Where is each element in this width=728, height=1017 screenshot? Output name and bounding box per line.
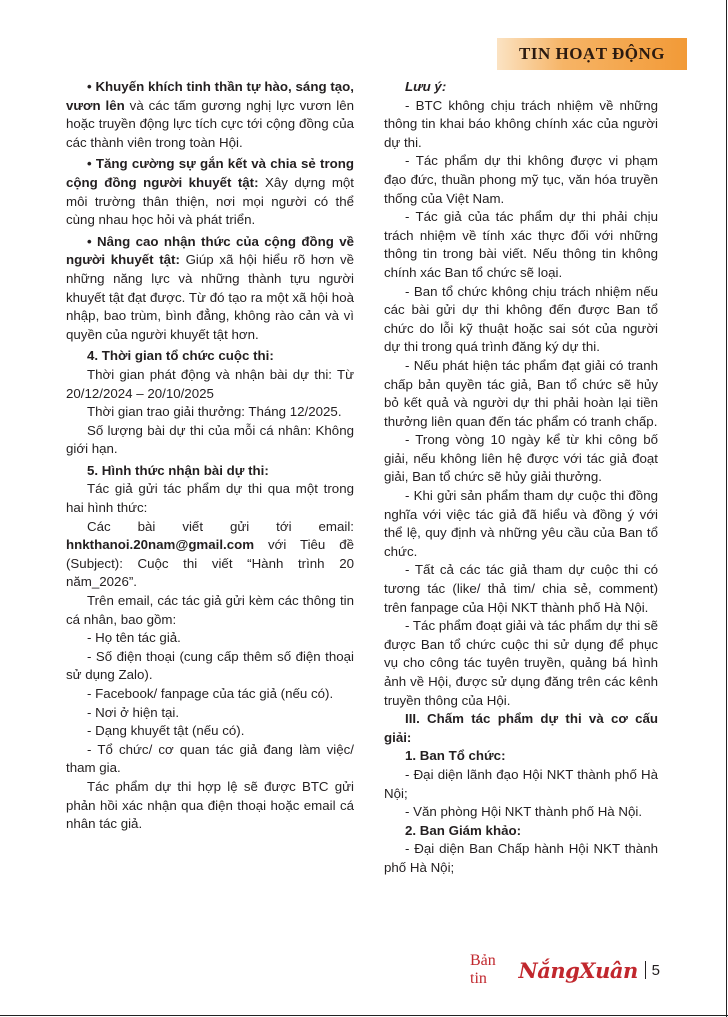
list-item: - Tác phẩm đoạt giải và tác phẩm dự thi sẽ được Ban tổ chức cuộc thi sử dụng để phục vụ cho công tác tuyên truyền, quảng bá hình ảnh về Hội, được sử dụng đăng trên các kênh truyền thông của Hội. — [384, 618, 658, 708]
list-item: - Trong vòng 10 ngày kể từ khi công bố giải, nếu không liên hệ được với tác giả đoạt giải, Ban tổ chức sẽ hủy giải thưởng. — [384, 432, 658, 485]
paragraph: Tác giả gửi tác phẩm dự thi qua một trong hai hình thức: — [66, 481, 354, 516]
page-footer — [470, 953, 660, 987]
footer-divider — [645, 961, 646, 979]
right-column — [384, 78, 658, 878]
subsection-heading: 1. Ban Tổ chức: — [405, 748, 506, 764]
paragraph: Số lượng bài dự thi của mỗi cá nhân: Không giới hạn. — [66, 422, 354, 457]
newsletter-logo: NắngXuân — [518, 957, 638, 983]
list-item: - Tổ chức/ cơ quan tác giả đang làm việc/ tham gia. — [66, 741, 354, 776]
list-item: - Nơi ở hiện tại. — [87, 704, 180, 720]
paragraph: • Nâng cao nhận thức của cộng đồng về người khuyết tật: Giúp xã hội hiểu rõ hơn về những năng lực và những thành tựu người khuyết tật đạt được. Từ đó tạo ra một xã hội hoà nhập, bao trùm, bình đẳng, không rào cản và vì quyền của người khuyết tật hơn. — [66, 233, 354, 342]
paragraph: Trên email, các tác giả gửi kèm các thông tin cá nhân, bao gồm: — [66, 593, 354, 627]
left-column — [66, 78, 354, 834]
subsection-heading: 2. Ban Giám khảo: — [405, 822, 522, 838]
paragraph: • Khuyến khích tinh thần tự hào, sáng tạo, vươn lên và các tấm gương nghị lực vươn lên hoặc truyền động lực tích cực tới cộng đồng của các thành viên trong toàn Hội. — [66, 79, 354, 150]
section-title: TIN HOẠT ĐỘNG — [519, 44, 665, 63]
list-item: - Tác giả của tác phẩm dự thi phải chịu trách nhiệm về tính xác thực đối với những thông tin trong bài viết. Nếu thông tin không chính xác Ban tổ chức sẽ loại. — [384, 209, 658, 280]
paragraph: • Tăng cường sự gắn kết và chia sẻ trong cộng đồng người khuyết tật: Xây dựng một môi trường thân thiện, nơi mọi người có thể cùng nhau học hỏi và phát triển. — [66, 156, 355, 228]
paragraph: Thời gian phát động và nhận bài dự thi: Từ 20/12/2024 – 20/10/2025 — [66, 366, 354, 401]
list-item: - BTC không chịu trách nhiệm về những thông tin khai báo không chính xác của người dự thi. — [384, 97, 658, 150]
section-heading: 5. Hình thức nhận bài dự thi: — [87, 462, 269, 478]
note-heading: Lưu ý: — [405, 79, 447, 94]
paragraph: Các bài viết gửi tới email: hnkthanoi.20nam@gmail.com với Tiêu đề (Subject): Cuộc thi viết “Hành trình 20 năm_2026”. — [66, 518, 354, 590]
list-item: - Đại diện Ban Chấp hành Hội NKT thành phố Hà Nội; — [384, 841, 658, 875]
paragraph: Tác phẩm dự thi hợp lệ sẽ được BTC gửi phản hồi xác nhận qua điện thoại hoặc email cá nhân tác giả. — [66, 778, 354, 832]
list-item: - Nếu phát hiện tác phẩm đạt giải có tranh chấp bản quyền tác giả, Ban tổ chức sẽ hủy bỏ kết quả và người dự thi phải hoàn lại tiền thưởng liên quan đến tác phẩm có tranh chấp. — [384, 357, 658, 429]
section-heading: III. Chấm tác phẩm dự thi và cơ cấu giải: — [384, 711, 658, 745]
list-item: - Ban tổ chức không chịu trách nhiệm nếu các bài gửi dự thi không đến được Ban tổ chức do lỗi kỹ thuật hoặc sai sót của người dự thi trong quá trình đăng ký dự thi. — [384, 283, 658, 355]
list-item: - Họ tên tác giả. — [87, 630, 181, 646]
page-edge-right — [726, 0, 727, 1017]
section-heading: 4. Thời gian tổ chức cuộc thi: — [87, 348, 274, 364]
list-item: - Dạng khuyết tật (nếu có). — [87, 723, 245, 739]
email-address: hnkthanoi.20nam@gmail.com — [66, 537, 255, 553]
paragraph: Thời gian trao giải thưởng: Tháng 12/2025. — [87, 404, 342, 420]
list-item: - Facebook/ fanpage của tác giả (nếu có). — [87, 686, 334, 701]
list-item: - Văn phòng Hội NKT thành phố Hà Nội. — [405, 804, 643, 820]
page-edge-bottom — [0, 1015, 728, 1016]
list-item: - Tác phẩm dự thi không được vi phạm đạo đức, thuần phong mỹ tục, văn hóa truyền thống của Việt Nam. — [384, 153, 658, 206]
list-item: - Đại diện lãnh đạo Hội NKT thành phố Hà Nội; — [384, 766, 658, 801]
page-number: 5 — [651, 961, 660, 979]
list-item: - Tất cả các tác giả tham dự cuộc thi có tương tác (like/ thả tim/ chia sẻ, comment) trên fanpage của Hội NKT thành phố Hà Nội. — [384, 562, 658, 615]
newsletter-label: Bản tin — [470, 952, 496, 987]
list-item: - Số điện thoại (cung cấp thêm số điện thoại sử dụng Zalo). — [66, 648, 354, 683]
list-item: - Khi gửi sản phẩm tham dự cuộc thi đồng nghĩa với việc tác giả đã hiểu và đồng ý với thể lệ, quy định và những yêu cầu của Ban tổ chức. — [384, 488, 658, 559]
